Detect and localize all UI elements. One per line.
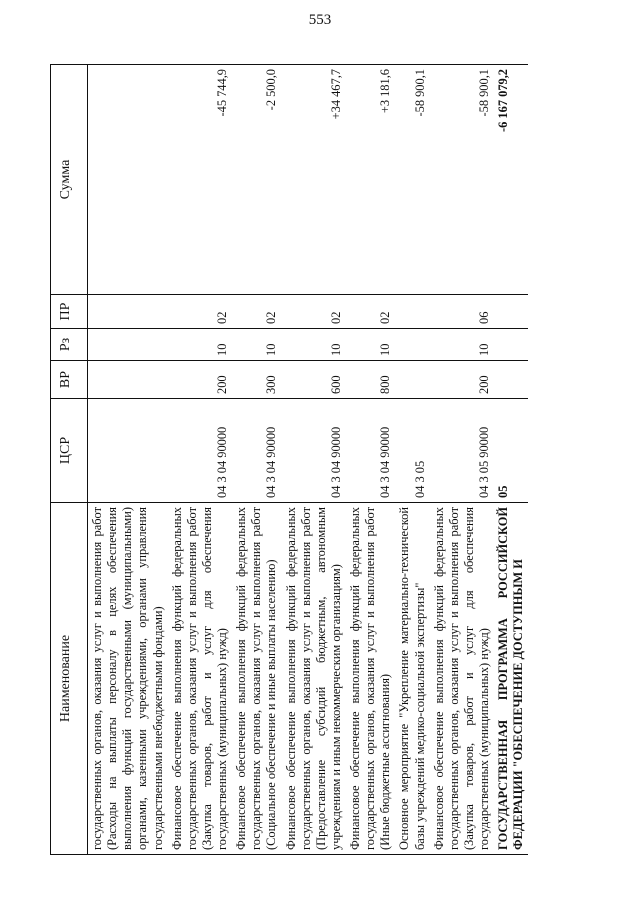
row-vr: 600	[282, 361, 347, 399]
row-pr: 02	[168, 295, 233, 329]
page-number: 553	[308, 12, 332, 28]
row-csr: 04 3 04 90000	[232, 399, 281, 503]
row-name: Основное мероприятие "Укрепление материально-технической базы учреждений медико-социальной экспертизы"	[395, 503, 429, 855]
row-rz	[88, 329, 168, 361]
budget-table	[50, 64, 528, 855]
header-rz: Рз	[51, 329, 88, 361]
row-vr	[395, 361, 429, 399]
row-vr: 200	[430, 361, 495, 399]
row-pr	[494, 295, 528, 329]
row-csr	[88, 399, 168, 503]
row-vr	[88, 361, 168, 399]
row-rz: 10	[282, 329, 347, 361]
table-row	[395, 65, 429, 855]
row-pr: 06	[430, 295, 495, 329]
row-pr	[395, 295, 429, 329]
table-row	[494, 65, 528, 855]
header-vr: ВР	[51, 361, 88, 399]
row-rz: 10	[232, 329, 281, 361]
row-pr	[88, 295, 168, 329]
row-vr	[494, 361, 528, 399]
row-rz: 10	[168, 329, 233, 361]
row-csr: 04 3 05 90000	[430, 399, 495, 503]
row-pr: 02	[346, 295, 395, 329]
row-vr: 300	[232, 361, 281, 399]
header-csr: ЦСР	[51, 399, 88, 503]
table-row	[282, 65, 347, 855]
header-name: Наименование	[51, 503, 88, 855]
row-csr: 04 3 04 90000	[282, 399, 347, 503]
table-row	[168, 65, 233, 855]
row-name: Финансовое обеспечение выполнения функций федеральных государственных органов, оказания услуг и выполнения работ (Социальное обеспечение и иные выплаты населению)	[232, 503, 281, 855]
row-sum: +34 467,7	[282, 65, 347, 295]
row-sum: -2 500,0	[232, 65, 281, 295]
row-csr: 04 3 05	[395, 399, 429, 503]
row-rz: 10	[430, 329, 495, 361]
row-csr: 04 3 04 90000	[346, 399, 395, 503]
row-name: Финансовое обеспечение выполнения функций федеральных государственных органов, оказания услуг и выполнения работ (Закупка товаров, работ и услуг для обеспечения государственных (муниципальных) нужд)	[430, 503, 495, 855]
rotated-table-wrapper	[50, 0, 585, 855]
row-sum: +3 181,6	[346, 65, 395, 295]
row-sum: -58 900,1	[395, 65, 429, 295]
row-csr: 05	[494, 399, 528, 503]
row-name: ГОСУДАРСТВЕННАЯ ПРОГРАММА РОССИЙСКОЙ ФЕДЕРАЦИИ "ОБЕСПЕЧЕНИЕ ДОСТУПНЫМ И	[494, 503, 528, 855]
row-vr: 200	[168, 361, 233, 399]
row-sum: -45 744,9	[168, 65, 233, 295]
table-row	[88, 65, 168, 855]
row-rz	[494, 329, 528, 361]
row-csr: 04 3 04 90000	[168, 399, 233, 503]
table-row	[232, 65, 281, 855]
row-rz	[395, 329, 429, 361]
header-pr: ПР	[51, 295, 88, 329]
row-pr: 02	[232, 295, 281, 329]
row-rz: 10	[346, 329, 395, 361]
row-name: Финансовое обеспечение выполнения функций федеральных государственных органов, оказания услуг и выполнения работ (Закупка товаров, работ и услуг для обеспечения государственных (муниципальных) нужд)	[168, 503, 233, 855]
row-sum	[88, 65, 168, 295]
row-name: Финансовое обеспечение выполнения функций федеральных государственных органов, оказания услуг и выполнения работ (Предоставление субсидий бюджетным, автономным учреждениям и иным некоммерческим организациям)	[282, 503, 347, 855]
row-pr: 02	[282, 295, 347, 329]
table-row	[346, 65, 395, 855]
row-sum: -6 167 079,2	[494, 65, 528, 295]
table-header-row	[51, 65, 88, 855]
row-vr: 800	[346, 361, 395, 399]
table-row	[430, 65, 495, 855]
row-sum: -58 900,1	[430, 65, 495, 295]
header-sum: Сумма	[51, 65, 88, 295]
row-name: государственных органов, оказания услуг и выполнения работ (Расходы на выплаты персоналу в целях обеспечения выполнения функций государственными (муниципальными) органами, казенными учреждениями, органами управления государственными внебюджетными фондами)	[88, 503, 168, 855]
row-name: Финансовое обеспечение выполнения функций федеральных государственных органов, оказания услуг и выполнения работ (Иные бюджетные ассигнования)	[346, 503, 395, 855]
